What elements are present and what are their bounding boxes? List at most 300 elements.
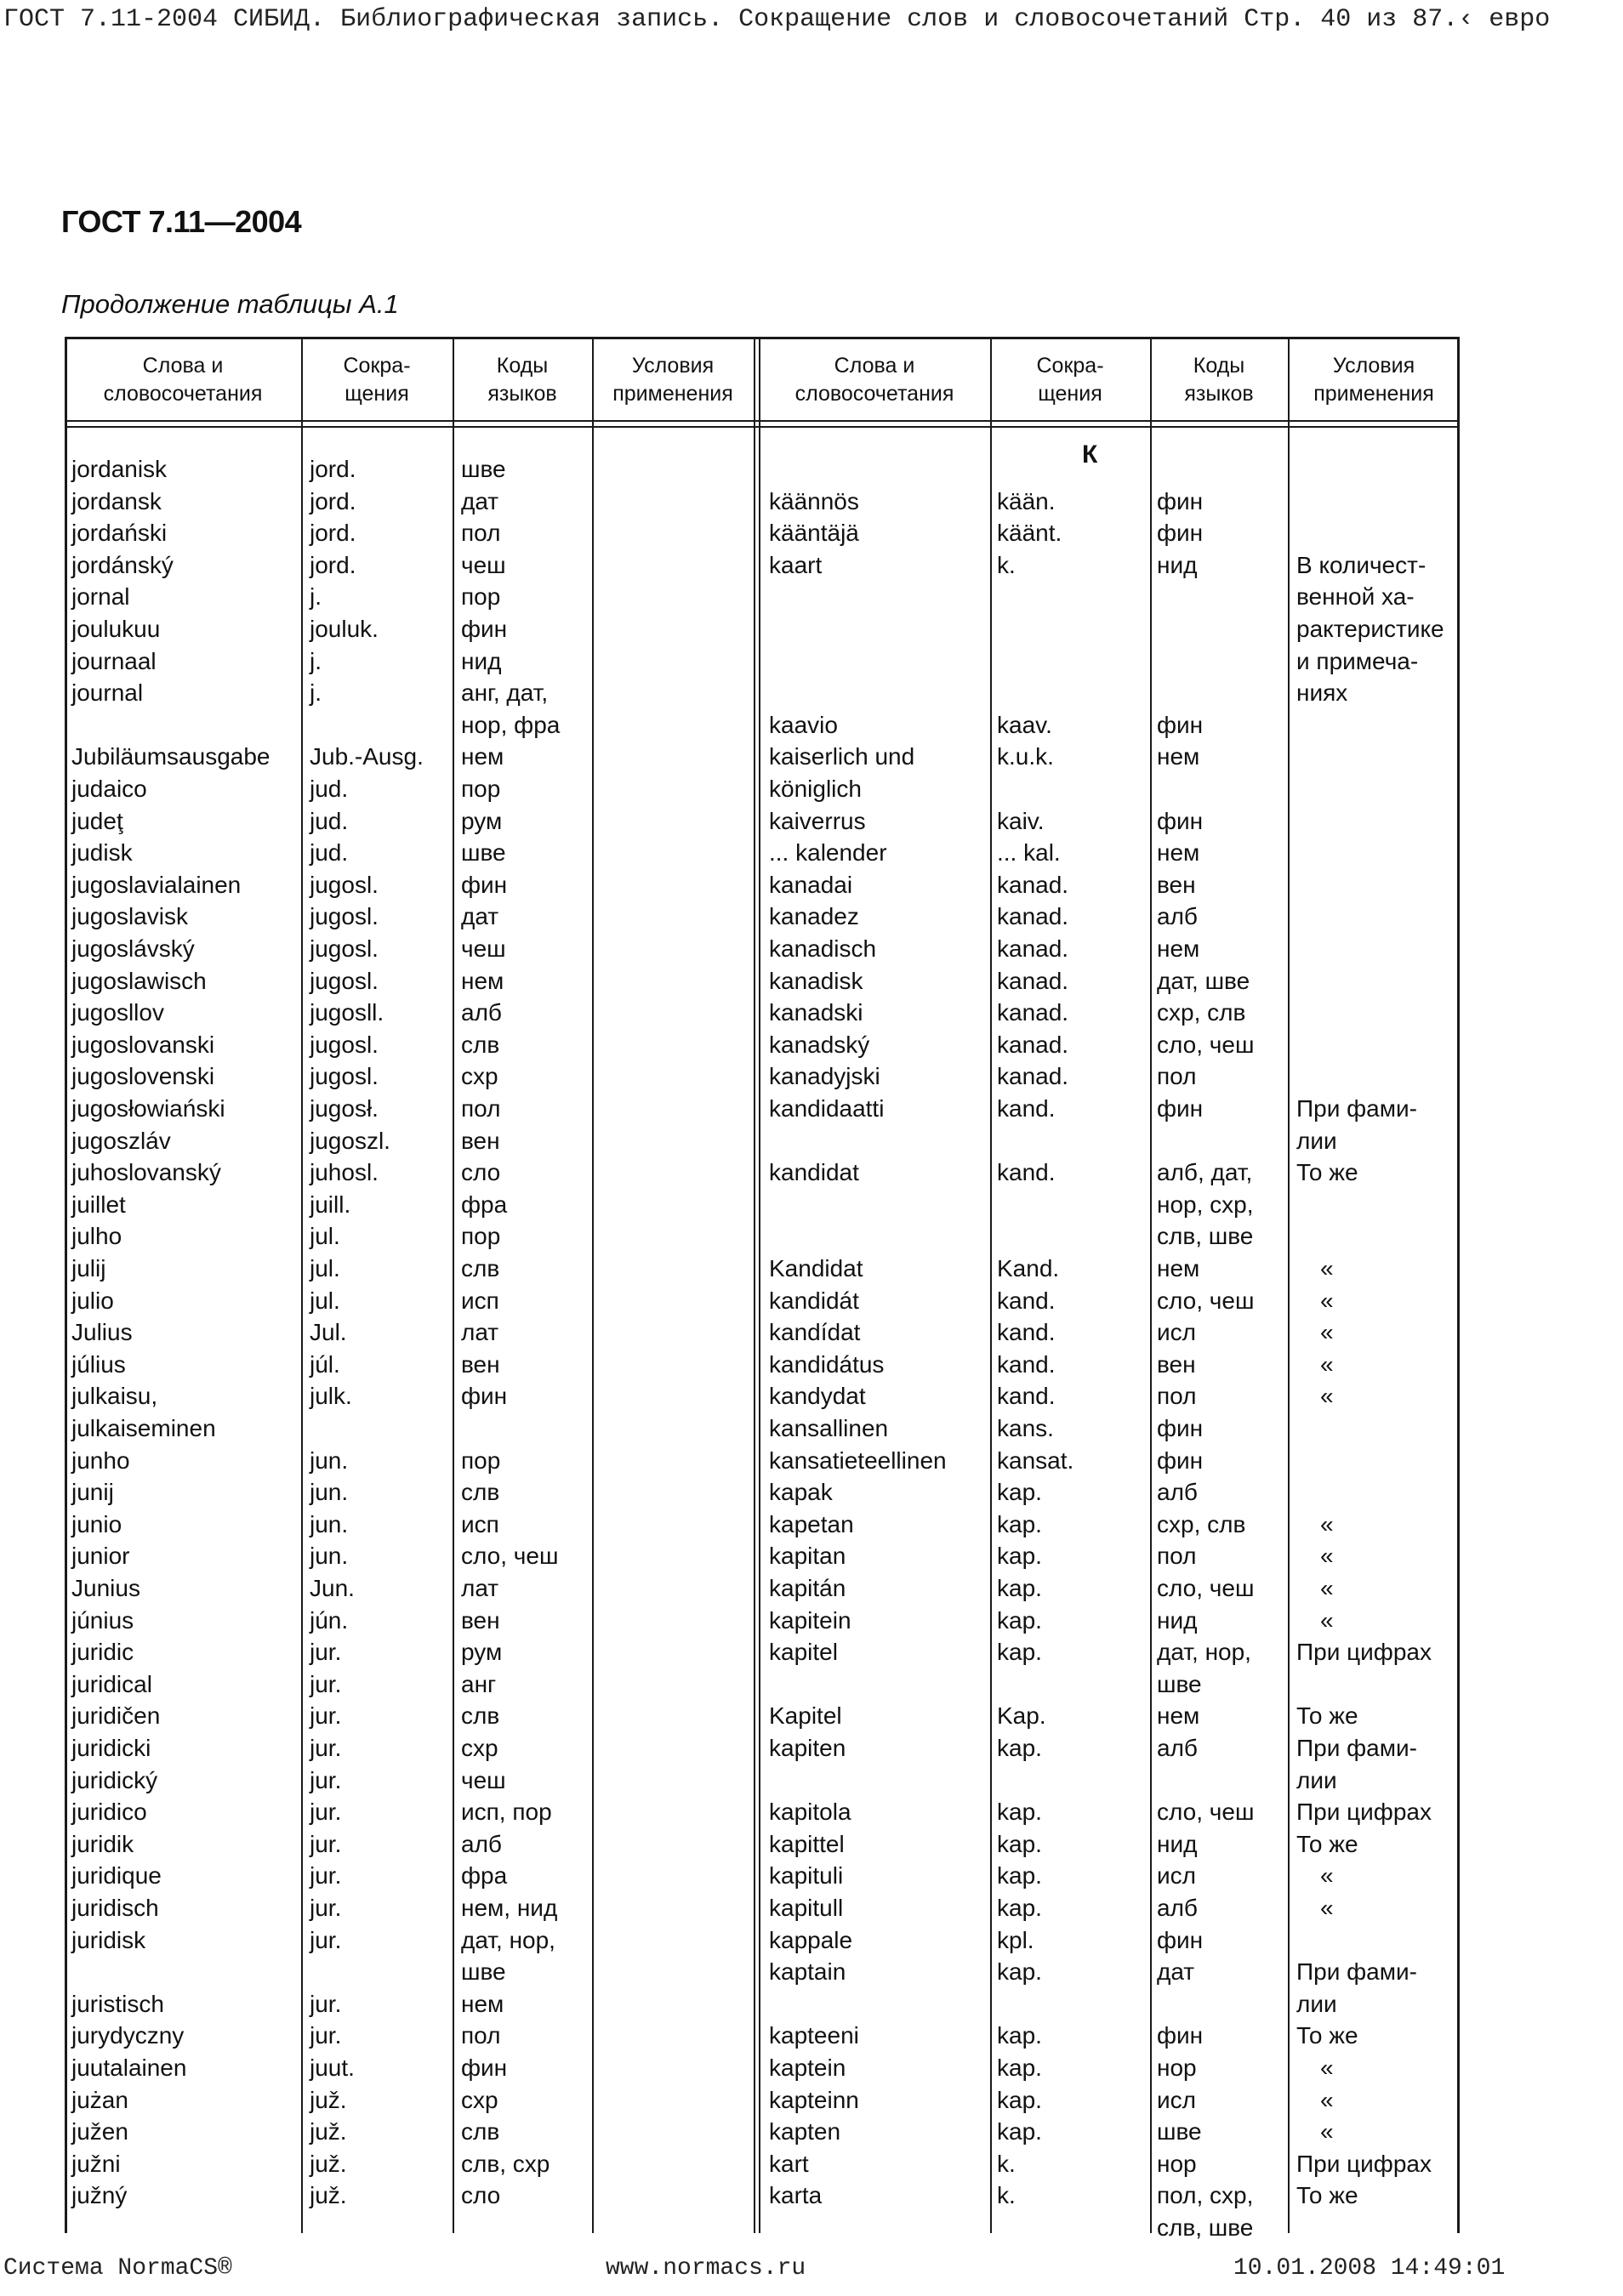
footer-url: www.normacs.ru xyxy=(606,2255,806,2282)
left-entry-abbreviation: Jul. xyxy=(310,1319,347,1346)
right-entry-language-code: сло, чеш xyxy=(1157,1575,1255,1601)
right-entry-condition: То же xyxy=(1296,2182,1358,2209)
right-entry-language-code: исл xyxy=(1157,2086,1196,2113)
left-entry-language-code: сло xyxy=(461,1159,501,1186)
table-caption: Продолжение таблицы А.1 xyxy=(61,289,399,319)
left-entry-word: Jubiläumsausgabe xyxy=(71,743,270,770)
column-divider xyxy=(990,337,992,2233)
left-entry-word: jordansk xyxy=(71,487,162,514)
left-entry-word: juridique xyxy=(71,1862,162,1890)
left-entry-language-code: сло xyxy=(461,2182,501,2209)
right-entry-abbreviation: kap. xyxy=(997,1606,1042,1634)
left-entry-language-code: нем xyxy=(461,1990,504,2017)
right-entry-language-code: пол, схр, xyxy=(1157,2182,1254,2209)
right-entry-word: kapak xyxy=(769,1479,833,1506)
left-entry-abbreviation: juill. xyxy=(310,1191,351,1218)
left-entry-abbreviation: jun. xyxy=(310,1479,349,1506)
left-entry-word: juridical xyxy=(71,1670,152,1697)
left-entry-abbreviation: jugosl. xyxy=(310,1031,379,1058)
left-entry-word: jugosllov xyxy=(71,999,164,1026)
right-entry-word: kapitola xyxy=(769,1799,851,1826)
left-entry-language-code: вен xyxy=(461,1606,500,1634)
left-entry-abbreviation: jord. xyxy=(310,551,356,578)
header-rule xyxy=(65,420,1460,428)
right-entry-abbreviation: kand. xyxy=(997,1383,1056,1410)
left-entry-word: julij xyxy=(71,1255,106,1282)
right-entry-language-code: нид xyxy=(1157,1606,1198,1634)
left-entry-language-code: нор, фра xyxy=(461,711,561,738)
right-entry-word: kapetan xyxy=(769,1510,854,1537)
left-entry-language-code: чеш xyxy=(461,551,506,578)
left-entry-abbreviation: juž. xyxy=(310,2150,347,2177)
left-entry-abbreviation: jugoszl. xyxy=(310,1127,390,1154)
right-entry-condition: « xyxy=(1320,1350,1334,1378)
right-entry-language-code: схр, слв xyxy=(1157,999,1246,1026)
column-header: Коды языков xyxy=(487,354,557,406)
right-entry-abbreviation: Kap. xyxy=(997,1702,1046,1730)
right-entry-abbreviation: kand. xyxy=(997,1319,1056,1346)
column-header: Коды языков xyxy=(1184,354,1254,406)
left-entry-language-code: чеш xyxy=(461,935,506,962)
left-entry-language-code: анг, дат, xyxy=(461,679,549,707)
right-entry-condition: « xyxy=(1320,1862,1334,1890)
right-entry-abbreviation: kap. xyxy=(997,1799,1042,1826)
right-entry-word: kapitan xyxy=(769,1543,846,1570)
left-entry-language-code: слв xyxy=(461,1702,500,1730)
right-entry-language-code: исл xyxy=(1157,1862,1196,1890)
right-entry-condition: « xyxy=(1320,1319,1334,1346)
right-entry-language-code: сло, чеш xyxy=(1157,1031,1255,1058)
right-entry-word: kanadai xyxy=(769,871,853,898)
left-entry-word: jugoszláv xyxy=(71,1127,171,1154)
page-header xyxy=(3,5,1620,34)
right-entry-condition: « xyxy=(1320,1895,1334,1921)
left-entry-language-code: исп, пор xyxy=(461,1799,552,1826)
left-entry-abbreviation: jur. xyxy=(310,1990,342,2017)
right-entry-language-code: сло, чеш xyxy=(1157,1799,1255,1826)
left-entry-word: jugoslawisch xyxy=(71,967,207,994)
left-entry-language-code: исп xyxy=(461,1287,499,1314)
left-entry-word: judaico xyxy=(71,776,147,802)
left-entry-word: jordanisk xyxy=(71,456,168,482)
right-entry-word: kanadyjski xyxy=(769,1063,880,1090)
column-divider xyxy=(1288,337,1290,2233)
left-entry-abbreviation: jord. xyxy=(310,520,356,547)
right-entry-word: kanadski xyxy=(769,999,863,1026)
right-entry-language-code: фин xyxy=(1157,487,1204,514)
left-entry-word: Junius xyxy=(71,1575,140,1601)
left-entry-abbreviation: juž. xyxy=(310,2182,347,2209)
left-entry-abbreviation: jur. xyxy=(310,1735,342,1761)
right-entry-word: kapitull xyxy=(769,1895,844,1921)
right-entry-abbreviation: k.u.k. xyxy=(997,743,1054,770)
right-entry-abbreviation: kap. xyxy=(997,1895,1042,1921)
left-entry-language-code: вен xyxy=(461,1127,500,1154)
right-entry-abbreviation: kand. xyxy=(997,1350,1056,1378)
right-entry-condition: В количест- xyxy=(1296,551,1427,578)
right-entry-language-code: алб xyxy=(1157,903,1198,930)
footer-system: Система NormaCS® xyxy=(3,2255,232,2282)
right-entry-word: königlich xyxy=(769,776,862,802)
right-entry-language-code: фин xyxy=(1157,1415,1204,1441)
right-entry-language-code: фин xyxy=(1157,1095,1204,1122)
left-entry-abbreviation: julk. xyxy=(310,1383,352,1410)
right-entry-abbreviation: kand. xyxy=(997,1287,1056,1314)
left-entry-language-code: сло, чеш xyxy=(461,1543,559,1570)
right-entry-condition: При цифрах xyxy=(1296,1639,1432,1666)
right-entry-condition: « xyxy=(1320,1383,1334,1410)
right-entry-condition: « xyxy=(1320,2118,1334,2145)
left-entry-word: jordański xyxy=(71,520,168,547)
left-entry-word: judisk xyxy=(71,839,133,867)
left-entry-abbreviation: Jub.-Ausg. xyxy=(310,743,424,770)
right-entry-word: kaptein xyxy=(769,2054,846,2081)
left-entry-word: judeţ xyxy=(71,807,123,834)
left-entry-language-code: дат xyxy=(461,487,499,514)
right-entry-condition: « xyxy=(1320,1606,1334,1634)
left-entry-abbreviation: jur. xyxy=(310,1639,342,1666)
page-header-text: ГОСТ 7.11-2004 СИБИД. Библиографическая запись. Сокращение слов и словосочетаний Стр. 40 из 87. xyxy=(3,5,1459,34)
right-entry-word: kapiten xyxy=(769,1735,846,1761)
left-entry-abbreviation: jun. xyxy=(310,1543,349,1570)
right-entry-abbreviation: kanad. xyxy=(997,903,1069,930)
left-entry-language-code: пор xyxy=(461,1223,501,1250)
left-entry-language-code: рум xyxy=(461,807,503,834)
left-entry-abbreviation: jul. xyxy=(310,1287,340,1314)
left-entry-language-code: пор xyxy=(461,1446,501,1474)
right-entry-language-code: исл xyxy=(1157,1319,1196,1346)
right-entry-abbreviation: kaav. xyxy=(997,711,1052,738)
left-entry-language-code: шве xyxy=(461,456,506,482)
column-header: Сокра- щения xyxy=(343,354,411,406)
left-entry-abbreviation: juž. xyxy=(310,2086,347,2113)
left-entry-abbreviation: jugosl. xyxy=(310,1063,379,1090)
right-entry-abbreviation: k. xyxy=(997,2182,1016,2209)
right-entry-word: kaavio xyxy=(769,711,838,738)
left-entry-language-code: фин xyxy=(461,1383,508,1410)
right-entry-word: kandidátus xyxy=(769,1350,885,1378)
left-entry-language-code: исп xyxy=(461,1510,499,1537)
right-entry-language-code: пол xyxy=(1157,1543,1197,1570)
left-entry-language-code: слв xyxy=(461,1255,500,1282)
right-entry-word: kandidat xyxy=(769,1159,859,1186)
right-entry-condition: и примеча- xyxy=(1296,647,1419,674)
right-entry-abbreviation: kap. xyxy=(997,1862,1042,1890)
right-entry-condition: При фами- xyxy=(1296,1958,1417,1986)
left-entry-word: junior xyxy=(71,1543,130,1570)
right-entry-abbreviation: kap. xyxy=(997,1639,1042,1666)
left-entry-word: június xyxy=(71,1606,134,1634)
right-entry-word: kaiserlich und xyxy=(769,743,915,770)
right-entry-condition: « xyxy=(1320,1287,1334,1314)
right-entry-condition: рактеристике xyxy=(1296,616,1444,642)
right-entry-condition: « xyxy=(1320,2086,1334,2113)
right-entry-condition: При фами- xyxy=(1296,1095,1417,1122)
right-entry-abbreviation: kanad. xyxy=(997,935,1069,962)
right-entry-abbreviation: kans. xyxy=(997,1415,1054,1441)
right-entry-word: kappale xyxy=(769,1926,853,1953)
right-entry-word: kansatieteellinen xyxy=(769,1446,947,1474)
left-entry-language-code: фин xyxy=(461,616,508,642)
left-entry-abbreviation: jun. xyxy=(310,1446,349,1474)
right-entry-condition: При цифрах xyxy=(1296,1799,1432,1826)
right-entry-word: kaart xyxy=(769,551,823,578)
right-entry-abbreviation: kap. xyxy=(997,1510,1042,1537)
left-entry-language-code: схр xyxy=(461,1063,498,1090)
left-entry-abbreviation: jugosll. xyxy=(310,999,384,1026)
right-entry-condition: То же xyxy=(1296,1702,1358,1730)
column-divider xyxy=(301,337,303,2233)
left-entry-word: juridický xyxy=(71,1766,158,1793)
right-entry-language-code: алб xyxy=(1157,1735,1198,1761)
left-entry-language-code: схр xyxy=(461,2086,498,2113)
left-entry-word: julkaiseminen xyxy=(71,1415,216,1441)
right-entry-language-code: нид xyxy=(1157,551,1198,578)
left-entry-language-code: слв xyxy=(461,2118,500,2145)
left-entry-abbreviation: jugosl. xyxy=(310,967,379,994)
column-header: Слова и словосочетания xyxy=(103,354,263,406)
right-entry-language-code: нем xyxy=(1157,743,1200,770)
right-entry-language-code: нор xyxy=(1157,2150,1197,2177)
left-entry-language-code: вен xyxy=(461,1350,500,1378)
left-entry-abbreviation: jugosl. xyxy=(310,871,379,898)
left-entry-word: jordánský xyxy=(71,551,174,578)
left-entry-word: juridisch xyxy=(71,1895,159,1921)
left-entry-word: južen xyxy=(71,2118,128,2145)
left-entry-word: jugoslávský xyxy=(71,935,195,962)
left-entry-word: junij xyxy=(71,1479,114,1506)
right-entry-language-code: фин xyxy=(1157,807,1204,834)
right-entry-abbreviation: kanad. xyxy=(997,1031,1069,1058)
right-entry-abbreviation: Kand. xyxy=(997,1255,1060,1282)
left-entry-abbreviation: jugosl. xyxy=(310,935,379,962)
left-entry-language-code: пол xyxy=(461,520,501,547)
right-entry-word: Kapitel xyxy=(769,1702,842,1730)
right-entry-word: kandídat xyxy=(769,1319,861,1346)
right-entry-language-code: вен xyxy=(1157,1350,1196,1378)
right-entry-abbreviation: kap. xyxy=(997,1735,1042,1761)
right-entry-abbreviation: kansat. xyxy=(997,1446,1074,1474)
column-header: Условия применения xyxy=(612,354,733,406)
right-entry-abbreviation: kanad. xyxy=(997,967,1069,994)
right-entry-abbreviation: k. xyxy=(997,2150,1016,2177)
column-header: Условия применения xyxy=(1313,354,1434,406)
right-entry-abbreviation: kap. xyxy=(997,1958,1042,1986)
left-entry-word: jugoslavisk xyxy=(71,903,188,930)
left-entry-word: juristisch xyxy=(71,1990,164,2017)
left-entry-language-code: лат xyxy=(461,1319,499,1346)
left-entry-abbreviation: jur. xyxy=(310,1799,342,1826)
left-entry-word: journal xyxy=(71,679,144,707)
right-entry-word: kapituli xyxy=(769,1862,844,1890)
right-entry-language-code: шве xyxy=(1157,1670,1202,1697)
left-entry-language-code: схр xyxy=(461,1735,498,1761)
right-entry-language-code: дат, шве xyxy=(1157,967,1250,994)
column-divider xyxy=(754,337,755,2233)
left-entry-language-code: нем xyxy=(461,967,504,994)
left-entry-language-code: дат xyxy=(461,903,499,930)
left-entry-word: juridicki xyxy=(71,1735,151,1761)
left-entry-word: južný xyxy=(71,2182,128,2209)
left-entry-abbreviation: juut. xyxy=(310,2054,355,2081)
right-entry-language-code: слв, шве xyxy=(1157,2214,1254,2241)
left-entry-word: junho xyxy=(71,1446,130,1474)
right-entry-language-code: нид xyxy=(1157,1830,1198,1857)
left-entry-word: Julius xyxy=(71,1319,133,1346)
left-entry-word: jurydyczny xyxy=(71,2022,185,2049)
left-entry-abbreviation: jord. xyxy=(310,487,356,514)
left-entry-abbreviation: jur. xyxy=(310,1895,342,1921)
left-entry-language-code: чеш xyxy=(461,1766,506,1793)
column-divider xyxy=(453,337,454,2233)
left-entry-word: jugoslovanski xyxy=(71,1031,215,1058)
right-entry-word: kapitel xyxy=(769,1639,838,1666)
right-entry-abbreviation: käänt. xyxy=(997,520,1062,547)
right-entry-language-code: фин xyxy=(1157,1926,1204,1953)
right-entry-condition: лии xyxy=(1296,1127,1337,1154)
right-entry-condition: лии xyxy=(1296,1990,1337,2017)
left-entry-abbreviation: jud. xyxy=(310,839,349,867)
right-entry-abbreviation: kap. xyxy=(997,2086,1042,2113)
right-entry-language-code: дат, нор, xyxy=(1157,1639,1251,1666)
right-entry-condition: « xyxy=(1320,2054,1334,2081)
right-entry-language-code: нем xyxy=(1157,1255,1200,1282)
right-entry-word: kandidát xyxy=(769,1287,859,1314)
right-entry-abbreviation: kanad. xyxy=(997,871,1069,898)
right-entry-word: kapten xyxy=(769,2118,841,2145)
left-entry-word: juridic xyxy=(71,1639,134,1666)
right-entry-abbreviation: kanad. xyxy=(997,999,1069,1026)
left-entry-language-code: пол xyxy=(461,1095,501,1122)
left-entry-language-code: рум xyxy=(461,1639,503,1666)
left-entry-language-code: алб xyxy=(461,999,502,1026)
left-entry-abbreviation: jur. xyxy=(310,1702,342,1730)
left-entry-language-code: фра xyxy=(461,1191,508,1218)
left-entry-word: juridico xyxy=(71,1799,147,1826)
right-entry-word: kapitán xyxy=(769,1575,846,1601)
right-entry-language-code: нор, схр, xyxy=(1157,1191,1254,1218)
left-entry-language-code: шве xyxy=(461,1958,506,1986)
left-entry-word: jugoslovenski xyxy=(71,1063,215,1090)
left-entry-word: juutalainen xyxy=(71,2054,187,2081)
right-entry-word: kääntäjä xyxy=(769,520,859,547)
right-entry-abbreviation: kap. xyxy=(997,1479,1042,1506)
right-entry-language-code: схр, слв xyxy=(1157,1510,1246,1537)
column-divider xyxy=(592,337,594,2233)
right-entry-word: kapittel xyxy=(769,1830,845,1857)
left-entry-word: juridičen xyxy=(71,1702,161,1730)
right-entry-abbreviation: k. xyxy=(997,551,1016,578)
right-entry-language-code: алб, дат, xyxy=(1157,1159,1253,1186)
left-entry-language-code: фин xyxy=(461,871,508,898)
left-entry-language-code: нид xyxy=(461,647,502,674)
left-entry-word: julho xyxy=(71,1223,122,1250)
left-entry-abbreviation: j. xyxy=(310,679,322,707)
left-entry-abbreviation: juž. xyxy=(310,2118,347,2145)
left-entry-abbreviation: jouluk. xyxy=(310,616,379,642)
right-entry-language-code: фин xyxy=(1157,1446,1204,1474)
right-entry-word: kanadský xyxy=(769,1031,870,1058)
left-entry-language-code: шве xyxy=(461,839,506,867)
right-entry-condition: венной ха- xyxy=(1296,583,1415,611)
left-entry-language-code: пол xyxy=(461,2022,501,2049)
left-entry-language-code: лат xyxy=(461,1575,499,1601)
right-entry-condition: « xyxy=(1320,1575,1334,1601)
right-entry-condition: При цифрах xyxy=(1296,2150,1432,2177)
right-entry-abbreviation: ... kal. xyxy=(997,839,1061,867)
left-entry-language-code: дат, нор, xyxy=(461,1926,555,1953)
left-entry-language-code: фра xyxy=(461,1862,508,1890)
left-entry-abbreviation: jud. xyxy=(310,776,349,802)
right-entry-language-code: фин xyxy=(1157,711,1204,738)
right-entry-word: kandydat xyxy=(769,1383,866,1410)
left-entry-language-code: пор xyxy=(461,776,501,802)
column-divider xyxy=(1150,337,1152,2233)
right-entry-language-code: фин xyxy=(1157,520,1204,547)
left-entry-abbreviation: jur. xyxy=(310,1862,342,1890)
left-entry-abbreviation: jur. xyxy=(310,1926,342,1953)
right-entry-abbreviation: kap. xyxy=(997,2022,1042,2049)
left-entry-abbreviation: juhosl. xyxy=(310,1159,379,1186)
right-entry-word: kanadisch xyxy=(769,935,877,962)
left-entry-word: joulukuu xyxy=(71,616,161,642)
right-entry-condition: « xyxy=(1320,1543,1334,1570)
left-entry-word: julkaisu, xyxy=(71,1383,158,1410)
left-entry-language-code: нем, нид xyxy=(461,1895,558,1921)
right-entry-language-code: сло, чеш xyxy=(1157,1287,1255,1314)
right-entry-condition: лии xyxy=(1296,1766,1337,1793)
right-entry-condition: « xyxy=(1320,1255,1334,1282)
right-entry-abbreviation: kap. xyxy=(997,2054,1042,2081)
right-entry-word: Kandidat xyxy=(769,1255,863,1282)
right-entry-word: kaiverrus xyxy=(769,807,866,834)
right-entry-language-code: пол xyxy=(1157,1063,1197,1090)
right-entry-word: kansallinen xyxy=(769,1415,889,1441)
right-entry-abbreviation: kand. xyxy=(997,1095,1056,1122)
right-entry-abbreviation: kaiv. xyxy=(997,807,1045,834)
left-entry-language-code: слв xyxy=(461,1031,500,1058)
left-entry-abbreviation: júl. xyxy=(310,1350,340,1378)
right-entry-language-code: пол xyxy=(1157,1383,1197,1410)
left-entry-language-code: слв, схр xyxy=(461,2150,550,2177)
section-letter: К xyxy=(1082,440,1098,469)
document-title: ГОСТ 7.11—2004 xyxy=(61,204,302,239)
right-entry-condition: ниях xyxy=(1296,679,1348,707)
left-entry-language-code: пор xyxy=(461,583,501,611)
right-entry-abbreviation: kanad. xyxy=(997,1063,1069,1090)
right-entry-language-code: алб xyxy=(1157,1895,1198,1921)
right-entry-language-code: нор xyxy=(1157,2054,1197,2081)
right-entry-condition: « xyxy=(1320,1510,1334,1537)
right-entry-abbreviation: kään. xyxy=(997,487,1056,514)
left-entry-abbreviation: jugosł. xyxy=(310,1095,379,1122)
left-entry-abbreviation: jugosl. xyxy=(310,903,379,930)
right-entry-language-code: нем xyxy=(1157,839,1200,867)
left-entry-abbreviation: jul. xyxy=(310,1255,340,1282)
left-entry-word: jugosłowiański xyxy=(71,1095,225,1122)
left-entry-abbreviation: jul. xyxy=(310,1223,340,1250)
right-entry-language-code: дат xyxy=(1157,1958,1195,1986)
right-entry-word: ... kalender xyxy=(769,839,887,867)
left-entry-word: julio xyxy=(71,1287,114,1314)
right-entry-language-code: фин xyxy=(1157,2022,1204,2049)
left-entry-abbreviation: jur. xyxy=(310,1766,342,1793)
right-entry-condition: То же xyxy=(1296,1159,1358,1186)
left-entry-abbreviation: j. xyxy=(310,647,322,674)
right-entry-language-code: шве xyxy=(1157,2118,1202,2145)
left-entry-abbreviation: j. xyxy=(310,583,322,611)
right-entry-word: kapteinn xyxy=(769,2086,859,2113)
